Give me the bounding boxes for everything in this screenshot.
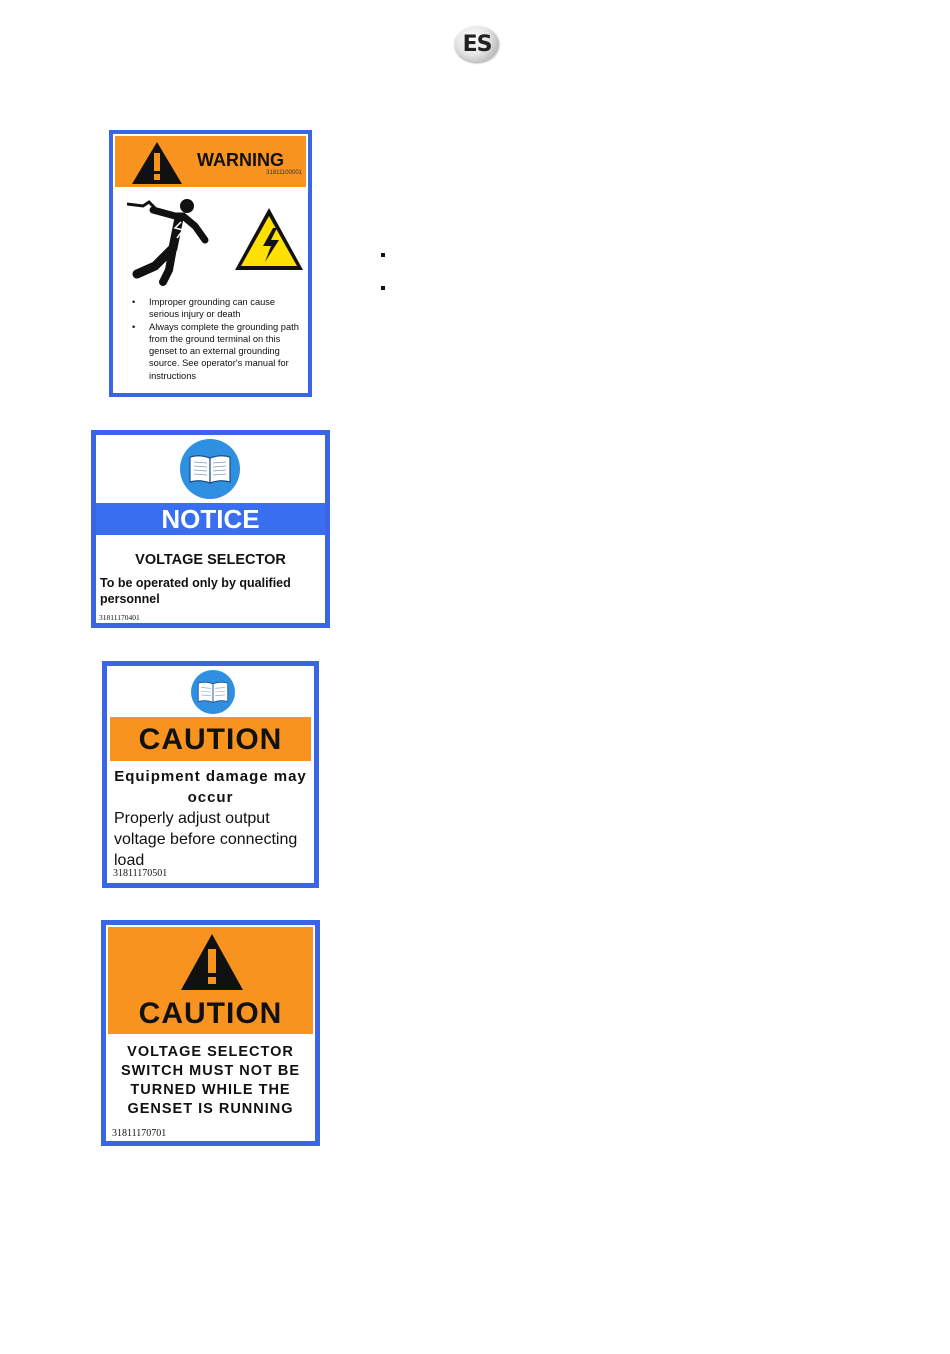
- notice-title: NOTICE: [96, 503, 325, 535]
- caution-code: 31811170501: [113, 868, 168, 879]
- caution-body: Properly adjust output voltage before connecting load: [114, 810, 298, 869]
- bullet-mark: [381, 286, 385, 290]
- caution-subtitle: Equipment damage may occur: [114, 768, 307, 806]
- high-voltage-icon: [233, 206, 305, 272]
- notice-heading: VOLTAGE SELECTOR: [135, 552, 286, 568]
- language-badge: ES: [455, 26, 499, 62]
- read-manual-icon: [180, 439, 240, 499]
- warning-bullet: • Improper grounding can cause serious injury or death: [129, 296, 307, 321]
- caution-code: 31811170701: [112, 1128, 167, 1139]
- bullet-mark: [381, 253, 385, 257]
- caution-body: VOLTAGE SELECTOR SWITCH MUST NOT BE TURNED WHILE THE GENSET IS RUNNING: [120, 1044, 301, 1117]
- caution-header: [108, 927, 313, 1034]
- notice-code: 31811170401: [99, 613, 140, 622]
- electrocution-person-icon: [125, 196, 225, 286]
- warning-code: 31811100001: [266, 170, 302, 176]
- notice-body: To be operated only by qualified personnel: [100, 576, 291, 606]
- caution-title: CAUTION: [110, 717, 311, 761]
- warning-bullets: [129, 296, 307, 382]
- caution-label-voltage-selector: [101, 920, 320, 1146]
- read-manual-icon: [191, 670, 235, 714]
- exclamation-triangle-icon: [180, 933, 244, 991]
- notice-label: [91, 430, 330, 628]
- caution-label-equipment: [102, 661, 319, 888]
- exclamation-triangle-icon: [131, 141, 183, 185]
- warning-header: [115, 136, 306, 187]
- warning-label: [109, 130, 312, 397]
- warning-title: WARNING: [197, 150, 284, 170]
- caution-title: CAUTION: [138, 997, 283, 1030]
- warning-bullet: • Always complete the grounding path from the ground terminal on this genset to an external grounding source. See operator's manual for instructions: [129, 321, 307, 382]
